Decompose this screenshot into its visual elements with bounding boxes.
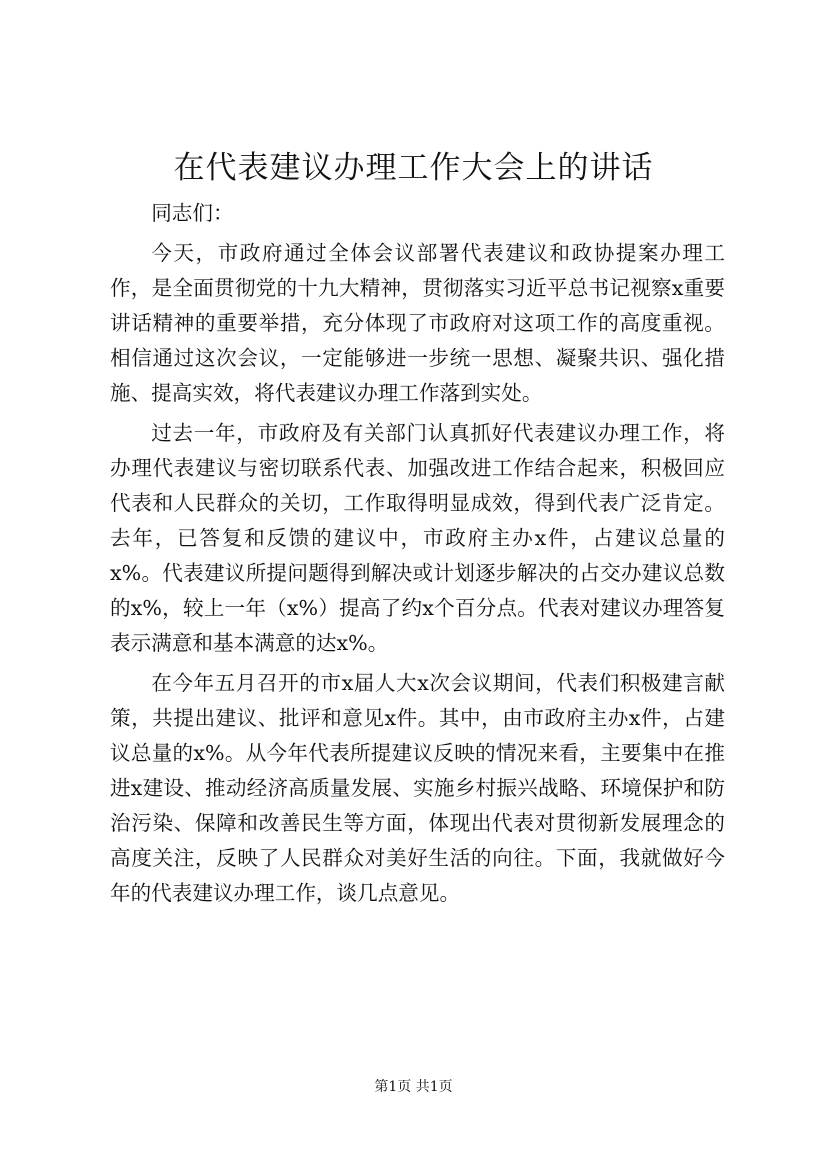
document-body — [110, 196, 725, 916]
page-footer: 第1页 共1页 — [374, 1079, 453, 1095]
paragraph-3: 在今年五月召开的市x届人大x次会议期间，代表们积极建言献策，共提出建议、批评和意见x件。其中，由市政府主办x件，占建议总量的x%。从今年代表所提建议反映的情况来看，主要集中在推进x建设、推动经济高质量发展、实施乡村振兴战略、环境保护和防治污染、保障和改善民生等方面，体现出代表对贯彻新发展理念的高度关注，反映了人民群众对美好生活的向往。下面，我就做好今年的代表建议办理工作，谈几点意见。 — [110, 671, 725, 905]
salutation: 同志们： — [151, 201, 234, 225]
document-title: 在代表建议办理工作大会上的讲话 — [173, 150, 654, 186]
paragraph-1: 今天，市政府通过全体会议部署代表建议和政协提案办理工作，是全面贯彻党的十九大精神，贯彻落实习近平总书记视察x重要讲话精神的重要举措，充分体现了市政府对这项工作的高度重视。相信通过这次会议，一定能够进一步统一思想、凝聚共识、强化措施、提高实效，将代表建议办理工作落到实处。 — [110, 241, 725, 405]
paragraph-2: 过去一年，市政府及有关部门认真抓好代表建议办理工作，将办理代表建议与密切联系代表、加强改进工作结合起来，积极回应代表和人民群众的关切，工作取得明显成效，得到代表广泛肯定。去年，已答复和反馈的建议中，市政府主办x件，占建议总量的x%。代表建议所提问题得到解决或计划逐步解决的占交办建议总数的x%，较上一年（x%）提高了约x个百分点。代表对建议办理答复表示满意和基本满意的达x%。 — [110, 421, 725, 655]
